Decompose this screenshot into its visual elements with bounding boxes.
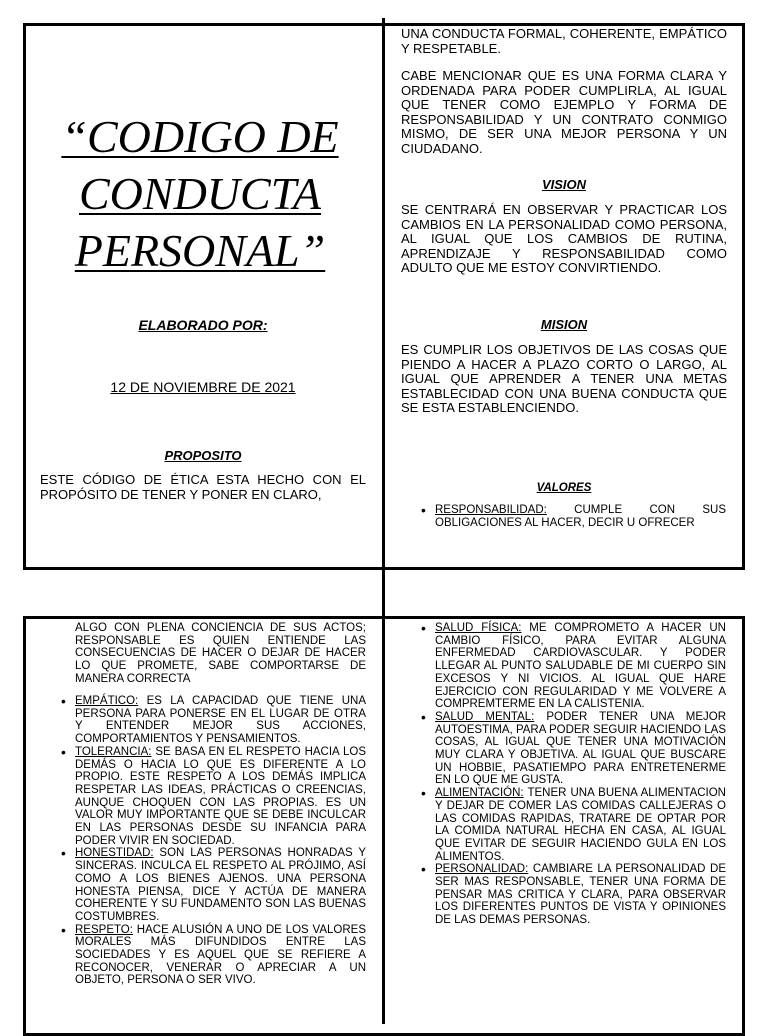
list-item (58, 924, 366, 988)
item-text: TENER UNA BUENA ALIMENTACION Y DEJAR DE COMER LAS COMIDAS CALLEJERAS O LAS COMIDAS RAPIDAS, TRATARE DE OPTAR POR LA COMIDA NATURAL HECHA EN CASA, AL IGUAL QUE EVITAR DE SEGUIR HACIENDO GULA EN LOS ALIMENTOS. (435, 787, 726, 863)
item-text: ES LA CAPACIDAD QUE TIENE UNA PERSONA PARA PONERSE EN EL LUGAR DE OTRA Y ENTENDER MEJOR SUS ACCIONES, COMPORTAMIENTOS Y PENSAMIENTOS. (75, 695, 366, 746)
item-text: ME COMPROMETO A HACER UN CAMBIO FÍSICO, PARA EVITAR ALGUNA ENFERMEDAD CARDIOVASCULAR. Y PODER LLEGAR AL PUNTO SALUDABLE DE MI CUERPO SIN EXCESOS Y NI VICIOS. AL IGUAL QUE HARE EJERCICIO CON REGULARIDAD Y ME VOLVERE A COMPREMTERME EN LA CALISTENIA. (435, 622, 726, 711)
item-label: HONESTIDAD: (75, 847, 154, 860)
elaborado-por-label: ELABORADO POR: (138, 317, 268, 333)
mision-text: ES CUMPLIR LOS OBJETIVOS DE LAS COSAS QUE PIENDO A HACER A PLAZO CORTO O LARGO, AL IGUAL QUE APRENDER A TENER UNA METAS ESTABLECIDAD CON UNA BUENA CONDUCTA QUE SE ESTA ESTABLENCIENDO. (401, 342, 727, 415)
list-item (418, 622, 726, 711)
list-item (418, 863, 726, 927)
list-item (58, 847, 366, 923)
item-text: SON LAS PERSONAS HONRADAS Y SINCERAS. INCULCA EL RESPETO AL PRÓJIMO, ASÍ COMO A LOS BIENES AJENOS. UNA PERSONA HONESTA PIENSA, DICE Y ACTÚA DE MANERA COHERENTE Y SU FUNDAMENTO SON LAS BUENAS COSTUMBRES. (75, 847, 366, 923)
item-label: PERSONALIDAD: (435, 863, 529, 876)
bottom-right-list (418, 622, 726, 927)
mision-heading: MISION (540, 317, 588, 332)
item-text: HACE ALUSIÓN A UNO DE LOS VALORES MORALES MÁS DIFUNDIDOS ENTRE LAS SOCIEDADES Y ES AQUEL QUE SE REFIERE A RECONOCER, VENERAR O APRECIAR A UN OBJETO, PERSONA O SER VIVO. (75, 923, 366, 987)
item-label: SALUD MENTAL: (435, 710, 535, 723)
list-item (418, 711, 726, 787)
list-item (58, 695, 366, 746)
item-label: TOLERANCIA: (75, 745, 152, 758)
item-text: CUMPLE CON SUS OBLIGACIONES AL HACER, DECIR U OFRECER (435, 504, 726, 529)
document-title (40, 108, 360, 279)
item-text: PODER TENER UNA MEJOR AUTOESTIMA, PARA PODER SEGUIR HACIENDO LAS COSAS, AL IGUAL QUE TENER UNA MOTIVACIÓN MUY CLARA Y OBJETIVA. AL IGUAL QUE BUSCARE UN HOBBIE, PASATIEMPO PARA ENTRETENERME EN LO QUE ME GUSTA. (435, 710, 726, 787)
title-line-1: “CODIGO DE (61, 111, 339, 162)
intro-paragraph: CABE MENCIONAR QUE ES UNA FORMA CLARA Y ORDENADA PARA PODER CUMPLIRLA, AL IGUAL QUE TENER COMO EJEMPLO Y FORMA DE RESPONSABILIDAD Y UN CONTRATO CONMIGO MISMO, DE SER UNA MEJOR PERSONA Y UN CIUDADANO. (401, 68, 727, 156)
item-label: RESPONSABILIDAD: (435, 504, 547, 516)
list-item (58, 746, 366, 848)
bottom-left-continuation: ALGO CON PLENA CONCIENCIA DE SUS ACTOS; RESPONSABLE ES QUIEN ENTIENDE LAS CONSECUENCIAS DE HACER O DEJAR DE HACER LO QUE PROMETE, SABE COMPORTARSE DE MANERA CORRECTA (75, 622, 366, 685)
list-item (418, 787, 726, 863)
title-line-2: CONDUCTA (79, 168, 321, 219)
item-text: SE BASA EN EL RESPETO HACIA LOS DEMÁS O HACIA LO QUE ES DIFERENTE A LO PROPIO. ESTE RESPETO A LOS DEMÁS IMPLICA RESPETAR LAS IDEAS, PRÁCTICAS O CREENCIAS, AUNQUE CHOQUEN CON LAS PROPIAS. ES UN VALOR MUY IMPORTANTE QUE SE DEBE INCULCAR EN LAS PERSONAS DESDE SU INFANCIA PARA PODER VIVIR EN SOCIEDAD. (75, 745, 366, 847)
item-label: ALIMENTACIÓN: (435, 787, 524, 800)
vision-heading: VISION (541, 177, 587, 192)
proposito-text: ESTE CÓDIGO DE ÉTICA ESTA HECHO CON EL PROPÓSITO DE TENER Y PONER EN CLARO, (40, 472, 366, 502)
bottom-left-list (58, 695, 366, 987)
continuation-text: UNA CONDUCTA FORMAL, COHERENTE, EMPÁTICO Y RESPETABLE. (401, 26, 727, 56)
item-label: RESPETO: (75, 923, 133, 936)
date-text: 12 DE NOVIEMBRE DE 2021 (110, 379, 296, 395)
vision-text: SE CENTRARÁ EN OBSERVAR Y PRACTICAR LOS CAMBIOS EN LA PERSONALIDAD COMO PERSONA, AL IGUAL QUE LOS CAMBIOS DE RUTINA, APRENDIZAJE Y RESPONSABILIDAD COMO ADULTO QUE ME ESTOY CONVIRTIENDO. (401, 202, 727, 275)
item-label: SALUD FÍSICA: (435, 622, 522, 634)
valores-heading: VALORES (536, 482, 592, 494)
item-label: EMPÁTICO: (75, 695, 139, 707)
proposito-heading: PROPOSITO (164, 448, 242, 463)
title-line-3: PERSONAL” (74, 225, 326, 276)
fold-line (382, 18, 385, 1024)
valores-list (418, 504, 726, 529)
item-text: CAMBIARE LA PERSONALIDAD DE SER MAS RESPONSABLE, TENER UNA FORMA DE PENSAR MAS CRITICA Y CLARA, PARA OBSERVAR LOS DIFERENTES PUNTOS DE VISTA Y OPINIONES DE LAS DEMAS PERSONAS. (435, 863, 726, 927)
list-item (418, 504, 726, 529)
